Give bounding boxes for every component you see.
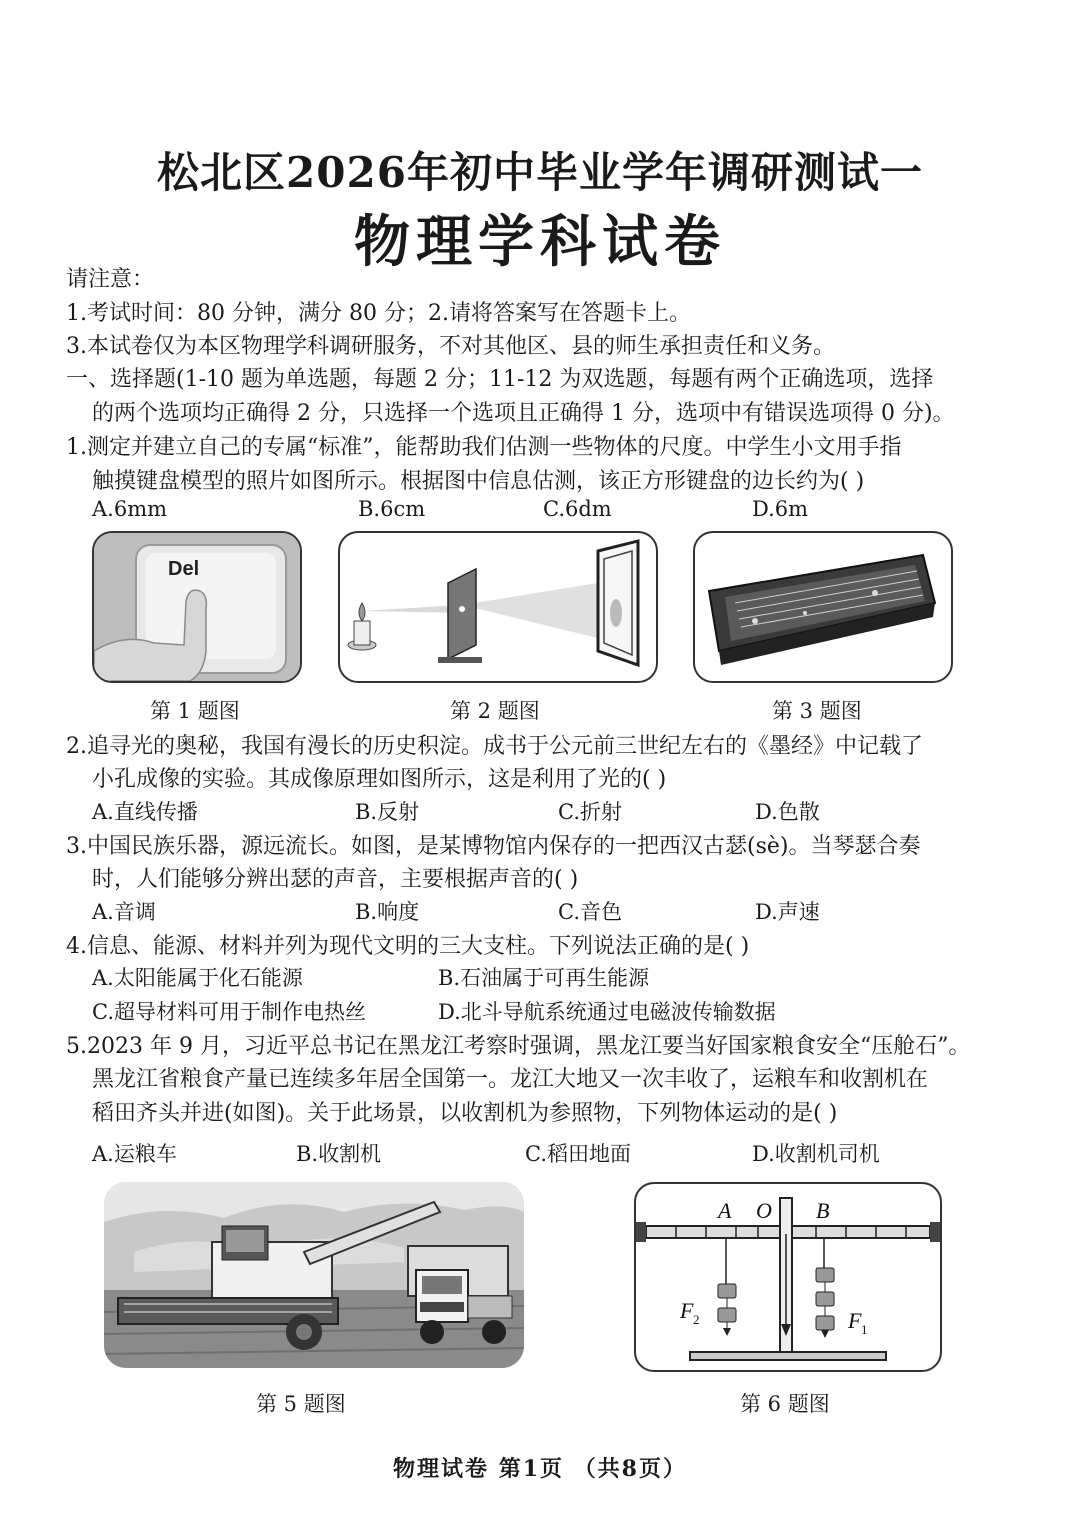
lever-label-f1: F <box>848 1308 862 1333</box>
q3-option-d: D.声速 <box>755 900 820 924</box>
q4-option-c: C.超导材料可用于制作电热丝 <box>92 1000 366 1024</box>
figure-5-caption: 第 5 题图 <box>256 1392 346 1416</box>
q4-option-d: D.北斗导航系统通过电磁波传输数据 <box>438 1000 776 1024</box>
lever-label-f2: F <box>680 1298 694 1323</box>
q1-option-d: D.6m <box>752 497 809 521</box>
q5-line-3: 稻田齐头并进(如图)。关于此场景，以收割机为参照物，下列物体运动的是( ) <box>92 1101 838 1126</box>
figure-3-ancient-se-instrument <box>693 531 953 683</box>
lever-label-a: A <box>718 1198 732 1223</box>
q1-option-b: B.6cm <box>358 497 426 521</box>
q5-option-b: B.收割机 <box>296 1142 382 1166</box>
figure-6-lever-diagram <box>634 1182 942 1372</box>
q5-line-1: 5.2023 年 9 月，习近平总书记在黑龙江考察时强调，黑龙江要当好国家粮食安全“压舱石”。 <box>66 1034 971 1059</box>
exam-title: 松北区2026年初中毕业学年调研测试一 <box>157 148 923 197</box>
q3-option-c: C.音色 <box>558 900 622 924</box>
q3-option-b: B.响度 <box>355 900 420 924</box>
q4-option-a: A.太阳能属于化石能源 <box>92 966 303 990</box>
q3-line-1: 3.中国民族乐器，源远流长。如图，是某博物馆内保存的一把西汉古瑟(sè)。当琴瑟合奏 <box>66 834 921 859</box>
exam-subject-title: 物理学科试卷 <box>354 209 726 275</box>
q2-option-d: D.色散 <box>755 800 820 824</box>
q4-line-1: 4.信息、能源、材料并列为现代文明的三大支柱。下列说法正确的是( ) <box>66 934 750 959</box>
q1-line-2: 触摸键盘模型的照片如图所示。根据图中信息估测，该正方形键盘的边长约为( ) <box>92 469 865 494</box>
lever-label-o: O <box>756 1198 772 1223</box>
figure-2-pinhole-imaging <box>338 531 658 683</box>
q5-option-c: C.稻田地面 <box>525 1142 631 1166</box>
q2-line-2: 小孔成像的实验。其成像原理如图所示，这是利用了光的( ) <box>92 767 667 792</box>
section-header-line-1: 一、选择题(1-10 题为单选题，每题 2 分；11-12 为双选题，每题有两个正确选项，选择 <box>66 367 934 392</box>
key-label-del: Del <box>168 558 200 580</box>
notice-heading: 请注意： <box>66 267 155 292</box>
q3-option-a: A.音调 <box>92 900 156 924</box>
figure-1-caption: 第 1 题图 <box>150 699 240 723</box>
lever-label-f1-subscript: 1 <box>861 1322 868 1337</box>
figure-1-keyboard-photo <box>92 531 302 683</box>
q1-option-c: C.6dm <box>543 497 612 521</box>
notice-line-2: 3.本试卷仅为本区物理学科调研服务，不对其他区、县的师生承担责任和义务。 <box>66 334 835 359</box>
q3-line-2: 时，人们能够分辨出瑟的声音，主要根据声音的( ) <box>92 867 579 892</box>
q5-option-d: D.收割机司机 <box>752 1142 880 1166</box>
q2-line-1: 2.追寻光的奥秘，我国有漫长的历史积淀。成书于公元前三世纪左右的《墨经》中记载了 <box>66 734 923 759</box>
q2-option-b: B.反射 <box>355 800 420 824</box>
q2-option-a: A.直线传播 <box>92 800 198 824</box>
q1-option-a: A.6mm <box>92 497 168 521</box>
figure-5-harvester-photo <box>104 1182 524 1368</box>
q1-line-1: 1.测定并建立自己的专属“标准”，能帮助我们估测一些物体的尺度。中学生小文用手指 <box>66 435 902 460</box>
lever-label-f2-subscript: 2 <box>693 1312 700 1327</box>
section-header-line-2: 的两个选项均正确得 2 分，只选择一个选项且正确得 1 分，选项中有错误选项得 0 分)。 <box>92 401 955 426</box>
q4-option-b: B.石油属于可再生能源 <box>438 966 650 990</box>
q5-line-2: 黑龙江省粮食产量已连续多年居全国第一。龙江大地又一次丰收了，运粮车和收割机在 <box>92 1067 929 1092</box>
figure-6-caption: 第 6 题图 <box>740 1392 830 1416</box>
lever-label-b: B <box>816 1198 830 1223</box>
notice-line-1: 1.考试时间：80 分钟，满分 80 分；2.请将答案写在答题卡上。 <box>66 301 691 326</box>
figure-3-caption: 第 3 题图 <box>772 699 862 723</box>
page-footer: 物理试卷 第1页 （共8页） <box>393 1456 687 1482</box>
q5-option-a: A.运粮车 <box>92 1142 177 1166</box>
q2-option-c: C.折射 <box>558 800 622 824</box>
figure-2-caption: 第 2 题图 <box>450 699 540 723</box>
